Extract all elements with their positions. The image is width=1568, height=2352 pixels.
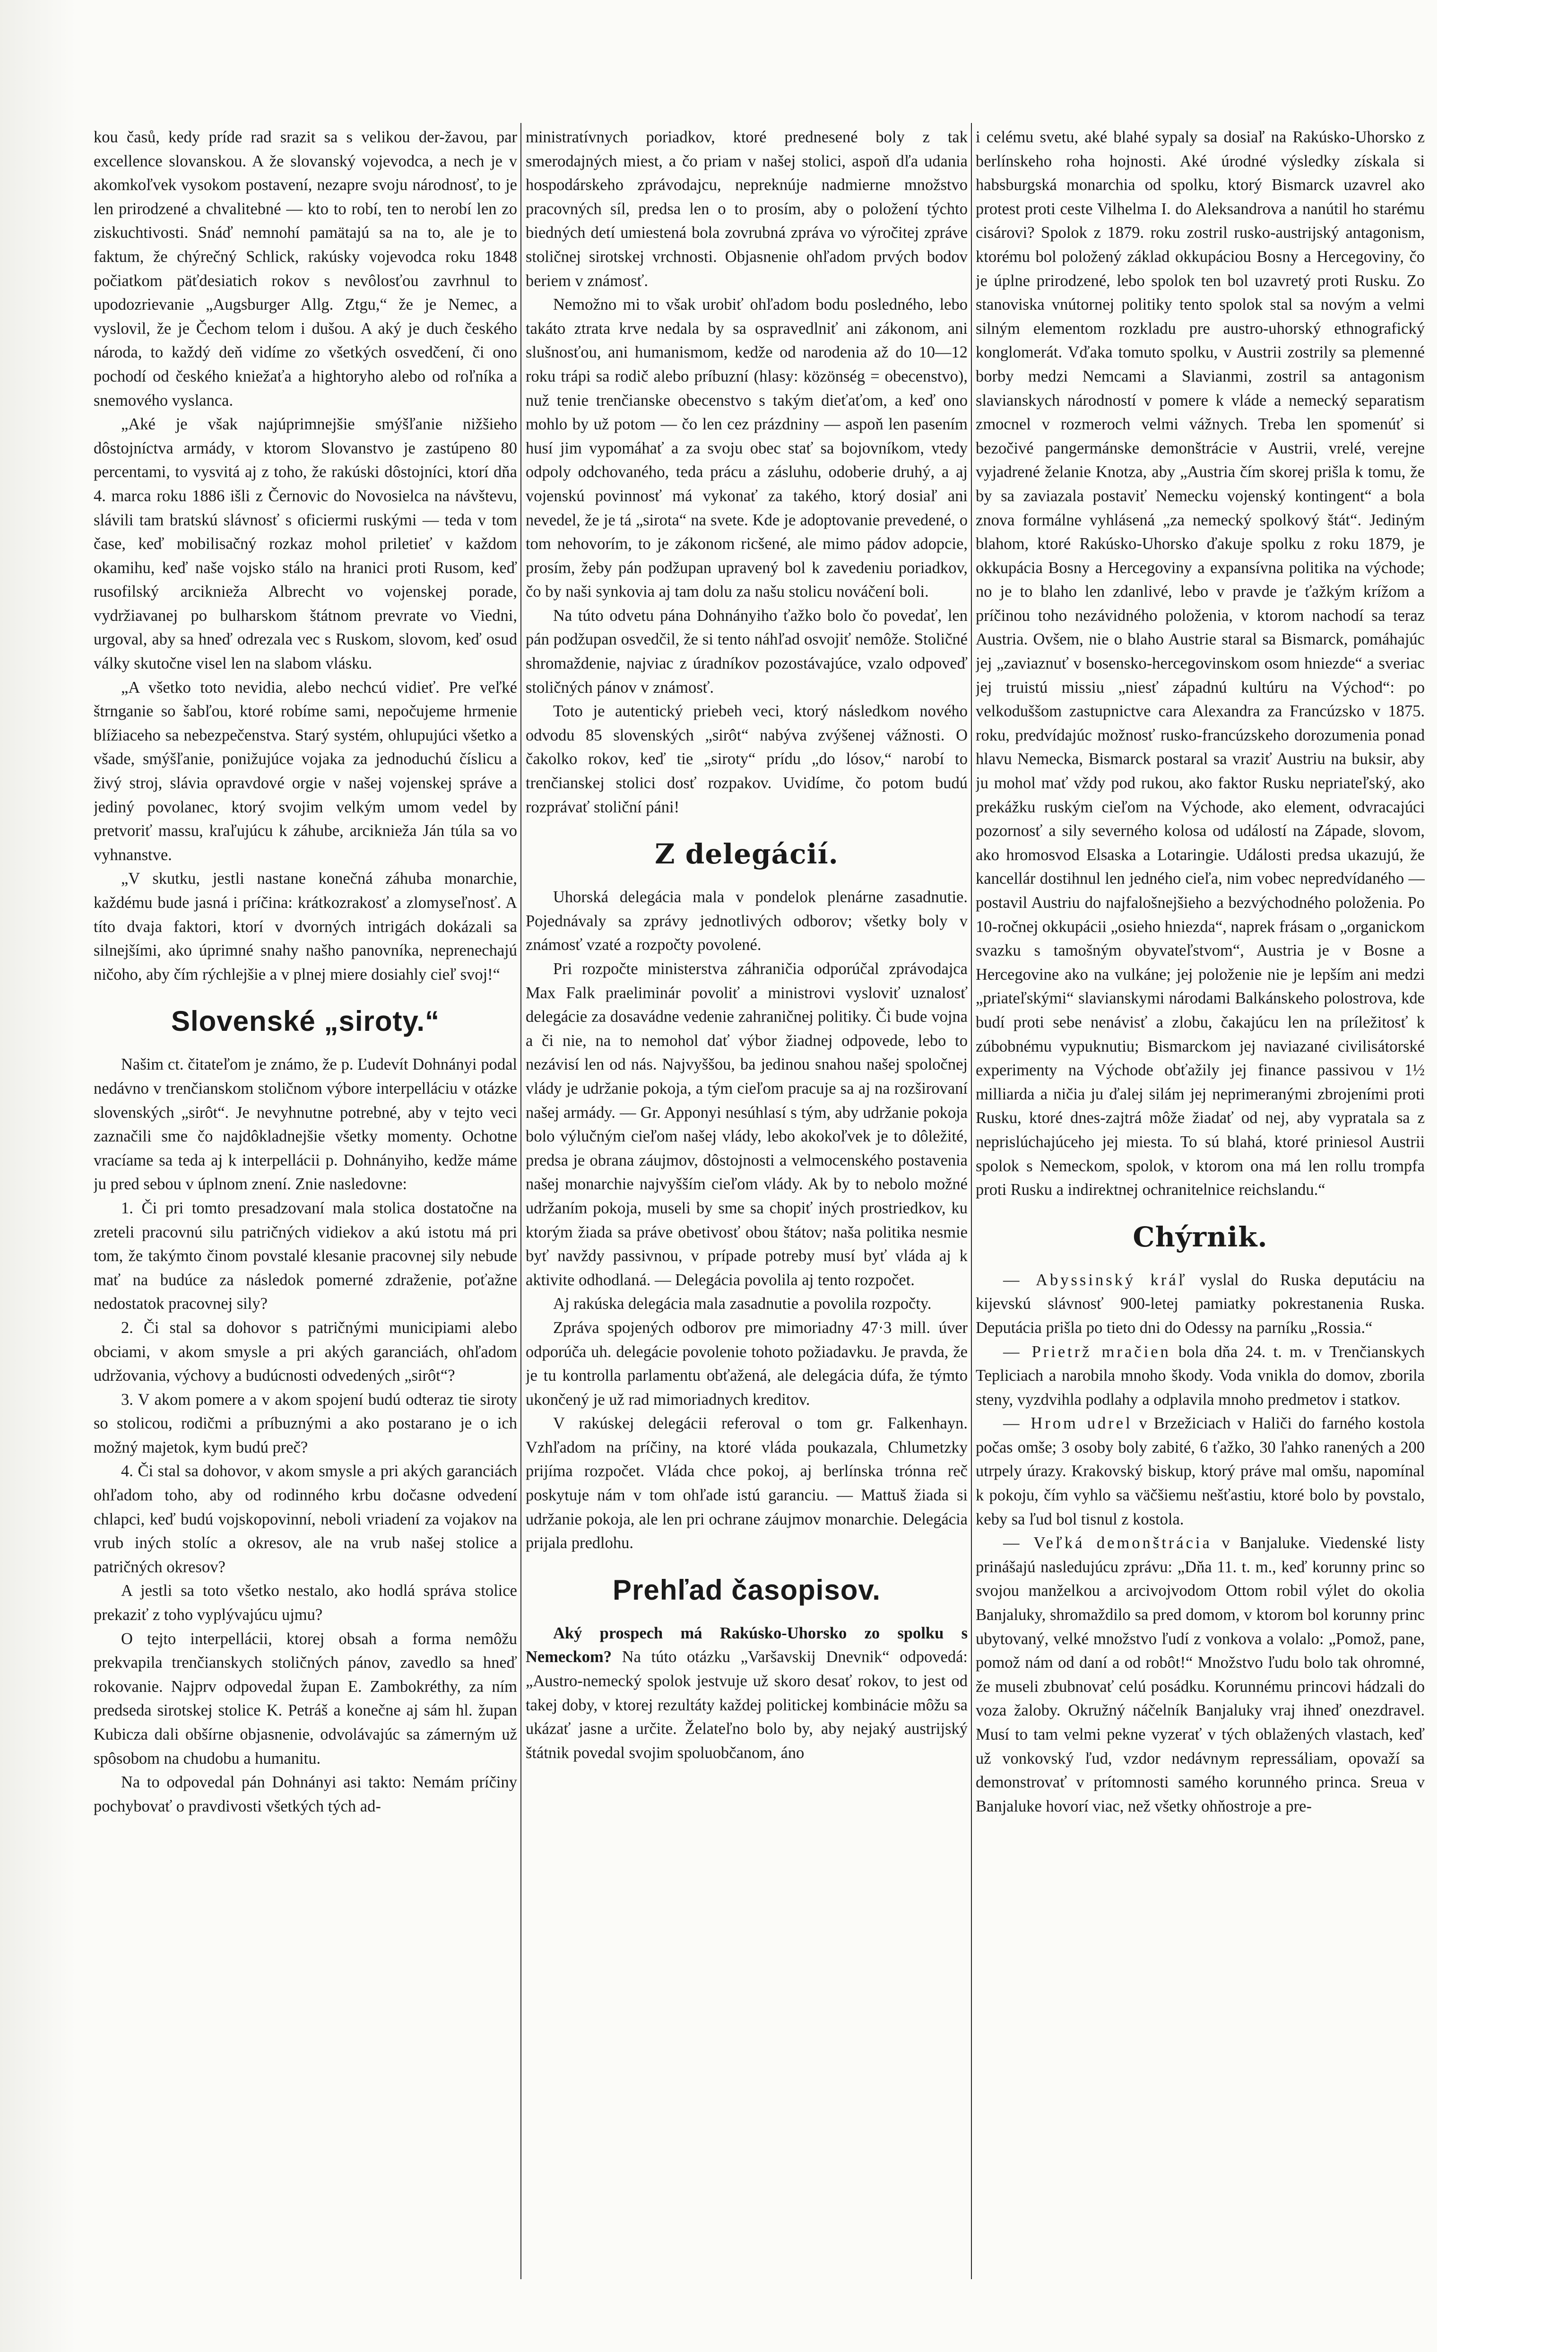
- col2-paragraph: Na túto odvetu pána Dohnányiho ťažko bolo čo povedať, len pán podžupan osvedčil, že si tento náhľad osvojiť nemôže. Stoličné shromaždenie, najviac z úradníkov pozostávajúce, vzalo odpoveď stoličných pánov v známosť.: [526, 606, 968, 697]
- news-lead: — Abyssinský kráľ: [1003, 1271, 1187, 1289]
- siroty-paragraph: Našim ct. čitateľom je známo, že p. Ľudevít Dohnányi podal nedávno v trenčianskom stoličnom výbore interpelláciu v otázke slovenských „sirôt“. Je nevyhnutne potrebné, aby v tejto veci zaznačili sme čo najdôkladnejšie všetky momenty. Ochotne vracíame sa teda aj k interpellácii p. Dohnányiho, kedže máme ju pred sebou v úplnom znení. Znie nasledovne:: [94, 1055, 517, 1193]
- delegacie-paragraph: Uhorská delegácia mala v pondelok plenárne zasadnutie. Pojednávaly sa zprávy jednotlivých odborov; všetky boly v známosť vzaté a rozpočty povolené.: [526, 888, 968, 954]
- news-lead: — Prietrž mračien: [1003, 1342, 1171, 1361]
- news-text: bola dňa 24. t. m. v Trenčianskych Tepliciach a narobila mnoho škody. Voda vnikla do domov, zborila steny, vyzdvihla podlahy a odplavila mnoho predmetov i statkov.: [976, 1342, 1425, 1409]
- column-right: [976, 125, 1425, 2282]
- news-item: [976, 1268, 1425, 1340]
- col1-paragraph: „A všetko toto nevidia, alebo nechcú vidieť. Pre veľké štrnganie so šabľou, ktoré robíme sami, nepočujeme hrmenie blížiaceho sa nebezpečenstva. Starý systém, ohlupujúci všetko a všade, smýšľanie, ponižujúce vojaka za jednoduchú číslicu a živý stroj, slávia opravdové orgie v našej vojenskej správe a jediný povolanec, ktorý svojim velkým umom vedel by pretvoriť massu, kraľujúcu k záhube, arciknieža Ján túla sa vo vyhnanstve.: [94, 678, 517, 864]
- siroty-question-3: 3. V akom pomere a v akom spojení budú odteraz tie siroty so stolicou, rodičmi a príbuznými a ako postarano je o ich možný majetok, kym budú preč?: [94, 1390, 517, 1456]
- siroty-question-1: 1. Či pri tomto presadzovaní mala stolica dostatočne na zreteli pracovnú silu patričných vidiekov a akú istotu má pri tom, že takýmto činom povstalé klesanie pracovnej sily nebude mať na budúce za následok pomerné zdraženie, poťažne nedostatok pracovnej sily?: [94, 1199, 517, 1313]
- prehlad-text: Na túto otázku „Varšavskij Dnevnik“ odpovedá: „Austro-nemecký spolok jestvuje už skoro desať rokov, to jest od takej doby, v ktorej rezultáty každej politickej kombinácie môžu sa ukázať jasne a určite. Želateľno bolo by, aby nejaký austrijský štátnik povedal svojim spoluobčanom, áno: [526, 1648, 968, 1762]
- column-divider: [520, 123, 521, 2279]
- col1-paragraph: kou časů, kedy príde rad srazit sa s velikou der-žavou, par excellence slovanskou. A že slovanský vojevodca, a nech je v akomkoľvek vysokom postavení, nezapre svoju národnosť, to je len prirodzené a chvalitebné — kto to robí, ten to nerobí len zo ziskuchtivosti. Snáď nemnohí pamätajú sa na to, ale je to faktum, že chýrečný Schlick, rakúsky vojevodca roku 1848 počiatkom päťdesiatich rokov s nevôlosťou zavrhnul to upodozrievanie „Augsburger Allg. Ztgu,“ že je Nemec, a vyslovil, že je Čechom telom i dušou. A aký je duch českého národa, to každý deň vidíme zo všetkých osvedčení, či ono pochodí od českého kniežaťa a hightoryho alebo od roľníka a snemového vyslanca.: [94, 128, 517, 409]
- siroty-question-4: 4. Či stal sa dohovor, v akom smysle a pri akých garanciách ohľadom toho, aby od rodinného krbu dočasne odvedení chlapci, keď budú vojskopovinní, neboli vriadení za vojakov na vrub iných stolíc a okresov, ale na vrub našej stolice a patričných okresov?: [94, 1462, 517, 1576]
- section-title-chyrnik: Chýrnik.: [1133, 1220, 1268, 1253]
- prehlad-paragraph: [526, 1621, 968, 1765]
- news-lead: — Hrom udrel: [1003, 1414, 1133, 1433]
- siroty-paragraph: O tejto interpellácii, ktorej obsah a forma nemôžu prekvapila trenčianskych stoličných pánov, zavedlo sa hneď rokovanie. Najprv odpovedal župan E. Zambokréthy, za ním predseda sirotskej stolice K. Petráš a konečne aj sám hl. župan Kubicza dali obšírne objasnenie, odvolávajúc sa zámerným už spôsobom na chudobu a humanitu.: [94, 1629, 517, 1768]
- delegacie-paragraph: Pri rozpočte ministerstva záhraničia odporúčal zprávodajca Max Falk praeliminár povoliť a ministrovi vysloviť uznalosť delegácie za dosavádne vedenie zahraničnej politiky. Či bude vojna a či nie, na to nemohol dať výbor žiadnej odpovede, lebo to nezávisí len od nás. Najvyššou, ba jedinou snahou našej spoločnej vlády je udržanie pokoja, a tým cieľom pracuje sa aj na rozširovaní našej armády. — Gr. Apponyi nesúhlasí s tým, aby udržanie pokoja bolo výlučným cieľom našej vlády, lebo akokoľvek je to dôležité, predsa je obrana záujmov, dôstojnosti a velmocenského postavenia našej monarchie najvyšším cieľom vlády. Ak by to nebolo možné udržaním pokoja, museli by sme sa chopiť iných prostriedkov, ku ktorým žiada sa práve obetivosť obou štátov; naša politika nesmie byť navždy passivnou, v prípade potreby musí byť vláda aj k aktivite odhodlaná. — Delegácia povolila aj tento rozpočet.: [526, 960, 968, 1289]
- news-item: [976, 1411, 1425, 1531]
- news-text: v Brzežiciach v Haliči do farného kostola počas omše; 3 osoby boly zabité, 6 ťažko, 30 ľahko ranených a 200 utrpely úrazy. Krakovský biskup, ktorý práve mal omšu, napomínal k pokoju, čím vyhlo sa väčšiemu nešťastiu, ktoré bolo by povstalo, keby sa ľud bol tisnul z kostola.: [976, 1414, 1425, 1528]
- siroty-paragraph: Na to odpovedal pán Dohnányi asi takto: Nemám príčiny pochybovať o pravdivosti všetkých tých ad-: [94, 1773, 517, 1815]
- news-item: [976, 1340, 1425, 1412]
- news-lead: — Veľká demonštrácia: [1003, 1534, 1212, 1552]
- prehlad-lead-question: Aký prospech má Rakúsko-Uhorsko zo spolku s Nemeckom?: [526, 1624, 968, 1666]
- col2-paragraph: Toto je autentický priebeh veci, ktorý následkom nového odvodu 85 slovenských „sirôt“ nabýva zvýšenej vážnosti. O čakolko rokov, keď tie „siroty“ prídu „do lósov,“ narobí to trenčianskej stolici dosť rozpakov. Uvidíme, čo potom budú rozprávať stoliční páni!: [526, 702, 968, 816]
- blank-margin: [1437, 0, 1568, 2352]
- siroty-paragraph: A jestli sa toto všetko nestalo, ako hodlá správa stolice prekaziť z toho vyplývajúcu ujmu?: [94, 1582, 517, 1624]
- delegacie-paragraph: Aj rakúska delegácia mala zasadnutie a povolila rozpočty.: [553, 1295, 932, 1313]
- news-item: [976, 1531, 1425, 1818]
- section-title-prehlad-casopisov: Prehľad časopisov.: [613, 1574, 881, 1606]
- news-text: vyslal do Ruska deputáciu na kijevskú slávnosť 900-letej pamiatky pokrestanenia Ruska. Deputácia prišla po tieto dni do Odessy na parníku „Rossia.“: [976, 1271, 1425, 1337]
- col1-paragraph: „V skutku, jestli nastane konečná záhuba monarchie, každému bude jasná i príčina: krátkozrakosť a zlomyseľnosť. A títo dvaja faktori, ktorí v dvorných intrigách dokázali sa silnejšími, ako úprimné snahy našho panovníka, neprenechajú ničoho, aby čím rýchlejšie a v plnej miere dosiahly cieľ svoj!“: [94, 870, 517, 984]
- section-title-slovenske-siroty: Slovenské „siroty.“: [171, 1005, 440, 1037]
- delegacie-paragraph: V rakúskej delegácii referoval o tom gr. Falkenhayn. Vzhľadom na príčiny, na ktoré vláda poukazala, Chlumetzky prijíma rozpočet. Vláda chce pokoj, aj berlínska trónna reč poskytuje nám v tom ohľade istú garanciu. — Mattuš žiada si udržanie pokoja, ale len pri ochrane záujmov monarchie. Delegácia prijala predlohu.: [526, 1414, 968, 1552]
- column-left: [94, 125, 517, 2282]
- col1-paragraph: „Aké je však najúprimnejšie smýšľanie nižšieho dôstojníctva armády, v ktorom Slovanstvo je zastúpeno 80 percentami, to vysvitá aj z toho, že rakúski dôstojníci, ktorí dňa 4. marca roku 1886 išli z Černovic do Novosielca na návštevu, slávili tam bratskú slávnosť s oficiermi ruskými — teda v tom čase, keď mobilisačný rozkaz mohol priletieť v každom okamihu, keď naše vojsko stálo na hranici proti Rusom, keď rusofilský arciknieža Albrecht vo vojenskej porade, vydržiavanej po bulharskom štátnom prevrate vo Viedni, urgoval, aby sa hneď odrezala vec s Ruskom, slovom, keď osud války skutočne visel len na slabom vlásku.: [94, 415, 517, 673]
- column-divider: [971, 123, 972, 2279]
- news-text: v Banjaluke. Viedenské listy prinášajú nasledujúcu zprávu: „Dňa 11. t. m., keď korunny princ so svojou manželkou a arcivojvodom Ottom robil výlet do okolia Banjaluky, shromaždilo sa pred domom, v ktorom bol korunny princ ubytovaný, velké množstvo ľudí z vonkova a volalo: „Pomož, pane, pomož nám od daní a od robôt!“ Množstvo ľudu bolo tak ohromné, že museli zbubnovať celú posádku. Korunnému princovi hádzali do voza žaloby. Okružný náčelník Banjaluky vraj ihneď onezdravel. Musí to tam velmi pekne vyzerať v tých oblažených vlastach, keď už vonkovský ľud, vzdor nedávnym repressáliam, opovaží sa demonstrovať v prítomnosti samého korunného princa. Sreua v Banjaluke hovorí viac, než všetky ohňostroje a pre-: [976, 1534, 1425, 1815]
- siroty-question-2: 2. Či stal sa dohovor s patričnými municipiami alebo obciami, v akom smysle a pri akých garanciách, ohľadom udržovania, výchovy a budúcnosti odvedených „sirôt“?: [94, 1318, 517, 1385]
- col2-paragraph: ministratívnych poriadkov, ktoré prednesené boly z tak smerodajných miest, a čo priam v našej stolici, aspoň dľa udania hospodárskeho zprávodajcu, nepreknúje nadmierne množstvo pracovných síl, predsa len o to prosím, aby o položení týchto biedných detí umiestená bola zovrubná zpráva vo výročitej zpráve stoličnej sirotskej vrchnosti. Objasnenie ohľadom prvých bodov beriem v známosť.: [526, 128, 968, 290]
- scan-edge-shade: [0, 0, 76, 2352]
- col2-paragraph: Nemožno mi to však urobiť ohľadom bodu posledného, lebo takáto ztrata krve nedala by sa ospravedlniť ani zákonom, ani slušnosťou, ani humanismom, kedže od narodenia až do 10—12 roku trápi sa rodič alebo príbuzní (hlasy: közönség = obecenstvo), nuž tenie trenčianske obecenstvo s takým dieťaťom, a keď ono mohlo by už potom — čo len cez prázdniny — aspoň len pasením husí jim vypomáhať a za svoju obec stať sa bojovníkom, vtedy odpoly odchovaného, teda prácu a zásluhu, odoberie druhý, a aj vojenskú povinnosť má vykonať za takého, ktorý dosiaľ ani nevedel, že je tá „sirota“ na svete. Kde je adoptovanie prevedené, o tom nehovorím, to je zákonom ricšené, ale mimo pádov adopcie, prosím, žeby pán podžupan upravený bol k zavedeniu poriadkov, čo by naši synkovia aj tam dolu za našu stolicu nováčení boli.: [526, 296, 968, 601]
- delegacie-paragraph: Zpráva spojených odborov pre mimoriadny 47·3 mill. úver odporúča uh. delegácie povolenie tohoto požiadavku. Je pravda, že je tu kontrolla parlamentu obťažená, ale delegácia dúfa, že týmto ukončený je už rad mimoriadnych kreditov.: [526, 1318, 968, 1409]
- section-title-z-delegacii: Z delegácií.: [655, 838, 839, 871]
- col3-paragraph: i celému svetu, aké blahé sypaly sa dosiaľ na Rakúsko-Uhorsko z berlínskeho roha hojnosti. Aké úrodné výsledky získala si habsburgská monarchia od spolku, ktorý Bismarck uzavrel ako protest proti ceste Vilhelma I. do Aleksandrova a nanútil ho starému cisárovi? Spolok z 1879. roku zostril rusko-austrijský antagonism, ktorému bol položený základ okkupáciou Bosny a Hercegoviny, čo je úplne prirodzené, lebo spolok ten bol uzavretý proti Rusku. Zo stanoviska vnútornej politiky tento spolok stal sa novým a velmi silným elementom rozkladu pre austro-uhorský ethnografický konglomerát. Vďaka tomuto spolku, v Austrii zostrily sa plemenné borby medzi Nemcami a Slavianmi, zostril sa antagonism slavianskych národností v pomere k vláde a nemecký separatism zmocnel v rozmeroch velmi vážnych. Treba len spomenúť si bezočivé pangermánske demonštrácie v Austrii, vrelé, verejne vyjadrené želanie Knotza, aby „Austria čím skorej prišla k tomu, že by sa zaviazala postaviť Nemecku vojenský kontingent“ a bola znova formálne vyhlásená „za nemecký spolkový štát“. Jediným blahom, ktoré Rakúsko-Uhorsko ďakuje spolku z roku 1879, je okkupácia Bosny a Hercegoviny a expansívna politika na východe; no je to blaho len zdanlivé, lebo v pravde je ťažkým krížom a príčinou toho nezávidného položenia, v ktorom nachodí sa teraz Austria. Ovšem, nie o blaho Austrie staral sa Bismarck, pomáhajúc jej „zaviaznuť v bosensko-hercegovinskom osom hniezde“ a sveriac jej truistú missiu „niesť západnú kultúru na Východ“: po velkoduššom zastupnictve cara Alexandra za Francúzsko v 1875. roku, predvídajúc možnosť rusko-francúzskeho dorozumenia ponad hlavu Nemecka, Bismarck postaral sa vraziť Austriu na buksir, aby ju mohol mať vždy pod rukou, ako faktor Rusku nepriateľský, ako prekážku ruským cieľom na Východe, ako element, odvracajúci pozornosť a sily severného kolosa od událostí na Západe, slovom, ako hromosvod Elsaska a Lotaringie. Události predsa ukazujú, že kancellár dostihnul len jedného cieľa, nim vobec nepredvídaného — postavil Austriu do najfalošnejšieho a bezvýchodného položenia. Po 10-ročnej okkupácii „osieho hniezda“, naprek frásam o „organickom svazku s tamošným obyvateľstvom“, Austria je v Bosne a Hercegovine ako na vulkáne; jej položenie nie je lepším ani medzi „priateľskými“ slavianskymi národami Balkánskeho polostrova, kde budí proti sebe nenávisť a zlobu, čakajúcu len na príležitosť k zúbobnému vypuknutiu; Bismarckom jej naviazané civilisátorské experimenty na Východe obťažily jej finance passivou v 1½ milliarda a ničia ju ďalej silám jej neprimeranými zbrojeními proti Rusku, ktoré dnes-zajtrá môže žiadať od nej, aby vypratala sa z neprislúchajúceho jej miesta. To sú blahá, ktoré priniesol Austrii spolok s Nemeckom, spolok, v ktorom ona má len rollu trompfa proti Rusku a indirektnej ochranitelnice reichslandu.“: [976, 128, 1425, 1199]
- column-middle: [526, 125, 968, 2282]
